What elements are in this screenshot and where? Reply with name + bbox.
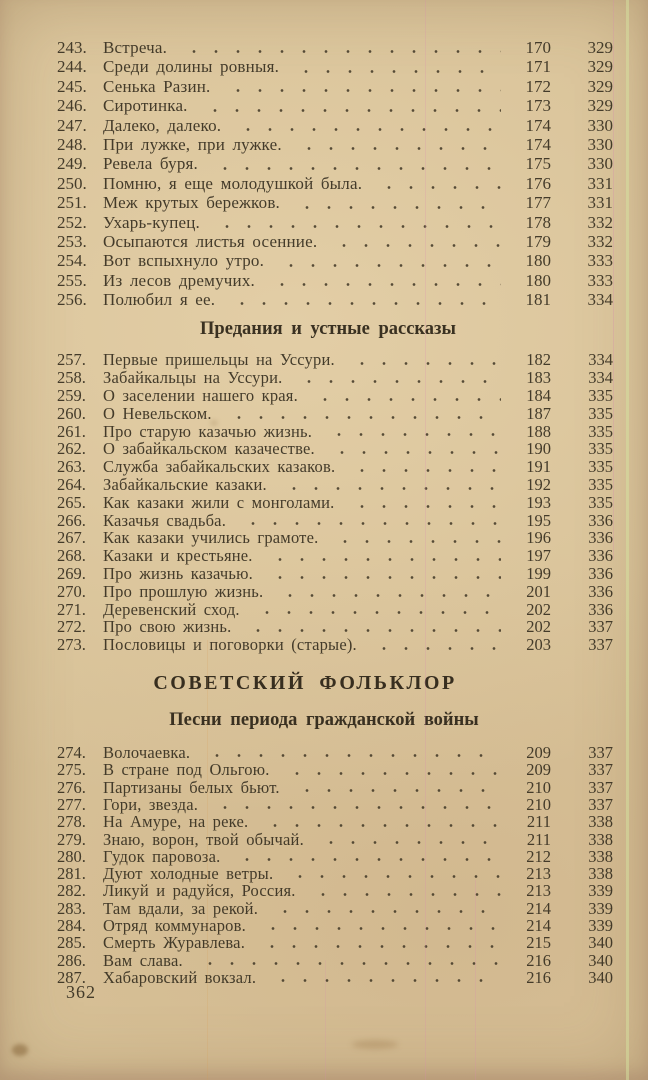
toc-entry-row — [57, 458, 613, 476]
toc-entry-row — [57, 440, 613, 458]
entry-text-page: 174 — [525, 115, 551, 135]
entry-notes-page: 330 — [587, 115, 613, 135]
entry-title: Служба забайкальских казаков. — [103, 457, 336, 477]
entry-notes-page: 334 — [588, 368, 613, 388]
entry-notes-page: 338 — [588, 829, 613, 849]
entry-number: 249. — [57, 154, 87, 174]
entry-title: Знаю, ворон, твой обычай. — [103, 829, 304, 849]
toc-rows — [57, 351, 613, 654]
entry-notes-page: 335 — [588, 421, 613, 441]
entry-text-page: 195 — [526, 510, 551, 530]
entry-number: 251. — [57, 193, 87, 213]
toc-entry-row — [57, 174, 613, 193]
entry-notes-page: 340 — [588, 933, 613, 953]
entry-number: 247. — [57, 115, 87, 135]
entry-title: Помню, я еще молодушкой была. — [103, 173, 363, 193]
entry-text-page: 188 — [526, 421, 551, 441]
entry-number: 275. — [57, 760, 86, 780]
dot-leader — [179, 49, 501, 54]
toc-entry-row — [57, 423, 613, 441]
dot-leader — [330, 539, 501, 544]
entry-notes-page: 334 — [588, 350, 613, 370]
entry-number: 274. — [57, 743, 86, 763]
dot-leader — [268, 978, 501, 983]
dot-leader — [195, 961, 501, 966]
entry-text-page: 192 — [526, 475, 551, 495]
entry-title: Гори, звезда. — [103, 794, 199, 814]
entry-number: 286. — [57, 950, 86, 970]
entry-number: 244. — [57, 57, 87, 77]
entry-title: Про старую казачью жизнь. — [103, 421, 313, 441]
entry-text-page: 214 — [526, 915, 551, 935]
entry-text-page: 180 — [525, 251, 551, 271]
entry-notes-page: 336 — [588, 546, 613, 566]
entry-title: Вот вспыхнуло утро. — [103, 251, 265, 271]
entry-text-page: 202 — [526, 617, 551, 637]
dot-leader — [252, 610, 501, 615]
dot-leader — [267, 282, 501, 287]
page-number: 362 — [66, 982, 96, 1002]
entry-number: 243. — [57, 38, 87, 57]
dot-leader — [279, 486, 501, 491]
dot-leader — [265, 557, 501, 562]
entry-title: О заселении нашего края. — [103, 386, 298, 406]
toc-section — [57, 38, 613, 309]
entry-title: Далеко, далеко. — [103, 115, 222, 135]
entry-text-page: 174 — [525, 134, 551, 154]
entry-text-page: 172 — [525, 76, 551, 96]
toc-entry-row — [57, 351, 613, 369]
entry-text-page: 202 — [526, 599, 551, 619]
toc-entry-row — [57, 529, 613, 547]
dot-leader — [327, 450, 501, 455]
toc-entry-row — [57, 900, 613, 917]
entry-text-page: 210 — [526, 794, 551, 814]
toc-entry-row — [57, 934, 613, 951]
toc-entry-row — [57, 744, 613, 761]
entry-title: Среди долины ровныя. — [103, 57, 280, 77]
toc-entry-row — [57, 969, 613, 986]
entry-text-page: 214 — [526, 898, 551, 918]
entry-title: Забайкальцы на Уссури. — [103, 368, 283, 388]
entry-title: Осыпаются листья осенние. — [103, 231, 318, 251]
dot-leader — [224, 415, 501, 420]
entry-title: Волочаевка. — [103, 743, 191, 763]
entry-title: Про свою жизнь. — [103, 617, 232, 637]
entry-text-page: 178 — [525, 212, 551, 232]
entry-notes-page: 335 — [588, 492, 613, 512]
entry-number: 255. — [57, 270, 87, 290]
entry-notes-page: 336 — [588, 510, 613, 530]
toc-entry-row — [57, 565, 613, 583]
toc-entry-row — [57, 882, 613, 899]
toc-entry-row — [57, 271, 613, 290]
entry-notes-page: 335 — [588, 403, 613, 423]
entry-number: 279. — [57, 829, 86, 849]
toc-entry-row — [57, 796, 613, 813]
entry-title: Забайкальские казаки. — [103, 475, 267, 495]
toc-rows — [57, 744, 613, 986]
entry-number: 269. — [57, 564, 86, 584]
entry-notes-page: 340 — [588, 967, 613, 987]
entry-title: Полюбил я ее. — [103, 290, 216, 310]
toc-entry-row — [57, 369, 613, 387]
entry-notes-page: 337 — [588, 777, 613, 797]
entry-notes-page: 329 — [587, 76, 613, 96]
entry-number: 287. — [57, 967, 86, 987]
entry-number: 277. — [57, 794, 86, 814]
entry-number: 281. — [57, 864, 86, 884]
entry-title: Пословицы и поговорки (старые). — [103, 635, 357, 655]
toc-entry-row — [57, 135, 613, 154]
entry-text-page: 211 — [526, 812, 551, 832]
toc-entry-row — [57, 636, 613, 654]
dot-leader — [308, 892, 501, 897]
entry-text-page: 179 — [525, 231, 551, 251]
entry-notes-page: 335 — [588, 475, 613, 495]
entry-title: Сиротинка. — [103, 96, 188, 116]
toc-entry-row — [57, 601, 613, 619]
dot-leader — [265, 575, 501, 580]
entry-number: 263. — [57, 457, 86, 477]
entry-notes-page: 340 — [588, 950, 613, 970]
dot-leader — [270, 909, 501, 914]
entry-title: Как казаки учились грамоте. — [103, 528, 319, 548]
entry-title: Про прошлую жизнь. — [103, 581, 264, 601]
entry-notes-page: 339 — [588, 898, 613, 918]
dot-leader — [260, 823, 501, 828]
entry-title: При лужке, при лужке. — [103, 134, 282, 154]
entry-notes-page: 335 — [588, 386, 613, 406]
entry-text-page: 193 — [526, 492, 551, 512]
toc-entry-row — [57, 77, 613, 96]
dot-leader — [212, 224, 501, 229]
entry-text-page: 212 — [526, 846, 551, 866]
entry-text-page: 213 — [526, 881, 551, 901]
entry-title: Про жизнь казачью. — [103, 564, 253, 584]
toc-entry-row — [57, 290, 613, 309]
entry-number: 271. — [57, 599, 86, 619]
entry-number: 246. — [57, 96, 87, 116]
entry-title: Гудок паровоза. — [103, 846, 221, 866]
entry-notes-page: 338 — [588, 812, 613, 832]
toc-entry-row — [57, 96, 613, 115]
entry-number: 267. — [57, 528, 86, 548]
entry-number: 259. — [57, 386, 86, 406]
entry-number: 248. — [57, 134, 87, 154]
dot-leader — [291, 69, 501, 74]
entry-text-page: 190 — [526, 439, 551, 459]
entry-notes-page: 338 — [588, 864, 613, 884]
entry-number: 256. — [57, 290, 87, 310]
entry-number: 260. — [57, 403, 86, 423]
toc-entry-row — [57, 917, 613, 934]
entry-number: 283. — [57, 898, 86, 918]
entry-text-page: 203 — [526, 635, 551, 655]
entry-notes-page: 329 — [587, 96, 613, 116]
dot-leader — [329, 243, 501, 248]
entry-title: О забайкальском казачестве. — [103, 439, 315, 459]
toc-entry-row — [57, 512, 613, 530]
dot-leader — [374, 185, 501, 190]
entry-notes-page: 339 — [588, 881, 613, 901]
entry-text-page: 213 — [526, 864, 551, 884]
entry-notes-page: 337 — [588, 794, 613, 814]
toc-entry-row — [57, 618, 613, 636]
toc-entry-row — [57, 387, 613, 405]
entry-text-page: 173 — [525, 96, 551, 116]
entry-title: Ликуй и радуйся, Россия. — [103, 881, 296, 901]
toc-entry-row — [57, 476, 613, 494]
entry-notes-page: 335 — [588, 457, 613, 477]
dot-leader — [232, 857, 501, 862]
entry-title: Хабаровский вокзал. — [103, 967, 257, 987]
toc-entry-row — [57, 547, 613, 565]
entry-number: 258. — [57, 368, 86, 388]
toc-section — [57, 317, 613, 654]
toc-entry-row — [57, 813, 613, 830]
entry-title: Деревенский сход. — [103, 599, 240, 619]
entry-title: Казачья свадьба. — [103, 510, 227, 530]
section-main-heading: СОВЕТСКИЙ ФОЛЬКЛОР — [153, 672, 457, 695]
entry-notes-page: 330 — [587, 154, 613, 174]
paper-stain — [352, 1040, 398, 1049]
entry-text-page: 175 — [525, 154, 551, 174]
entry-number: 270. — [57, 581, 86, 601]
entry-notes-page: 332 — [587, 231, 613, 251]
entry-number: 257. — [57, 350, 86, 370]
entry-number: 262. — [57, 439, 86, 459]
entry-text-page: 209 — [526, 760, 551, 780]
entry-notes-page: 337 — [588, 635, 613, 655]
entry-notes-page: 336 — [588, 599, 613, 619]
table-of-contents — [57, 38, 613, 986]
entry-notes-page: 334 — [587, 290, 613, 310]
toc-entry-row — [57, 865, 613, 882]
toc-entry-row — [57, 405, 613, 423]
entry-title: О Невельском. — [103, 403, 212, 423]
dot-leader — [202, 753, 501, 758]
entry-number: 261. — [57, 421, 86, 441]
dot-leader — [210, 166, 501, 171]
toc-entry-row — [57, 494, 613, 512]
entry-notes-page: 329 — [587, 57, 613, 77]
entry-text-page: 211 — [526, 829, 551, 849]
entry-text-page: 215 — [526, 933, 551, 953]
toc-entry-row — [57, 116, 613, 135]
paper-stain — [12, 1044, 28, 1056]
entry-notes-page: 339 — [588, 915, 613, 935]
entry-number: 252. — [57, 212, 87, 232]
entry-number: 264. — [57, 475, 86, 495]
toc-entry-row — [57, 38, 613, 57]
entry-title: Сенька Разин. — [103, 76, 211, 96]
entry-number: 268. — [57, 546, 86, 566]
toc-entry-row — [57, 831, 613, 848]
dot-leader — [347, 504, 502, 509]
entry-number: 276. — [57, 777, 86, 797]
entry-text-page: 201 — [526, 581, 551, 601]
dot-leader — [369, 646, 501, 651]
entry-number: 250. — [57, 173, 87, 193]
dot-leader — [324, 432, 501, 437]
entry-text-page: 177 — [525, 193, 551, 213]
entry-title: Дуют холодные ветры. — [103, 864, 274, 884]
entry-notes-page: 337 — [588, 743, 613, 763]
dot-leader — [238, 521, 501, 526]
toc-section — [57, 670, 613, 986]
entry-number: 245. — [57, 76, 87, 96]
entry-text-page: 170 — [525, 38, 551, 57]
dot-leader — [275, 593, 501, 598]
toc-entry-row — [57, 251, 613, 270]
dot-leader — [347, 361, 501, 366]
dot-leader — [310, 397, 501, 402]
entry-text-page: 182 — [526, 350, 551, 370]
entry-text-page: 187 — [526, 403, 551, 423]
entry-notes-page: 332 — [587, 212, 613, 232]
toc-entry-row — [57, 779, 613, 796]
entry-title: Там вдали, за рекой. — [103, 898, 259, 918]
dot-leader — [257, 944, 501, 949]
entry-number: 280. — [57, 846, 86, 866]
entry-number: 285. — [57, 933, 86, 953]
entry-notes-page: 336 — [588, 528, 613, 548]
entry-text-page: 210 — [526, 777, 551, 797]
entry-notes-page: 336 — [588, 564, 613, 584]
entry-notes-page: 337 — [588, 760, 613, 780]
entry-text-page: 180 — [525, 270, 551, 290]
dot-leader — [285, 874, 501, 879]
dot-leader — [223, 88, 501, 93]
entry-title: Смерть Журавлева. — [103, 933, 246, 953]
dot-leader — [243, 628, 501, 633]
toc-entry-row — [57, 154, 613, 173]
entry-text-page: 199 — [526, 564, 551, 584]
entry-notes-page: 338 — [588, 846, 613, 866]
entry-notes-page: 335 — [588, 439, 613, 459]
toc-entry-row — [57, 952, 613, 969]
scan-edge-line — [626, 0, 629, 1080]
entry-number: 273. — [57, 635, 86, 655]
toc-entry-row — [57, 848, 613, 865]
dot-leader — [233, 127, 501, 132]
entry-notes-page: 331 — [587, 193, 613, 213]
entry-text-page: 183 — [526, 368, 551, 388]
entry-text-page: 216 — [526, 967, 551, 987]
entry-text-page: 171 — [525, 57, 551, 77]
entry-notes-page: 337 — [588, 617, 613, 637]
entry-text-page: 176 — [525, 173, 551, 193]
entry-number: 282. — [57, 881, 86, 901]
entry-number: 265. — [57, 492, 86, 512]
entry-title: Вам слава. — [103, 950, 183, 970]
toc-entry-row — [57, 232, 613, 251]
entry-number: 253. — [57, 231, 87, 251]
entry-title: Встреча. — [103, 38, 168, 57]
dot-leader — [210, 805, 501, 810]
entry-notes-page: 336 — [588, 581, 613, 601]
entry-number: 254. — [57, 251, 87, 271]
entry-title: В стране под Ольгою. — [103, 760, 270, 780]
entry-title: Отряд коммунаров. — [103, 915, 246, 935]
entry-notes-page: 329 — [587, 38, 613, 57]
entry-number: 278. — [57, 812, 86, 832]
entry-title: На Амуре, на реке. — [103, 812, 249, 832]
entry-title: Казаки и крестьяне. — [103, 546, 253, 566]
dot-leader — [294, 146, 501, 151]
entry-title: Как казаки жили с монголами. — [103, 492, 335, 512]
entry-text-page: 184 — [526, 386, 551, 406]
dot-leader — [227, 301, 501, 306]
entry-number: 272. — [57, 617, 86, 637]
toc-entry-row — [57, 193, 613, 212]
dot-leader — [347, 468, 501, 473]
toc-rows — [57, 38, 613, 309]
entry-notes-page: 333 — [587, 251, 613, 271]
entry-text-page: 196 — [526, 528, 551, 548]
entry-title: Первые пришельцы на Уссури. — [103, 350, 335, 370]
entry-text-page: 216 — [526, 950, 551, 970]
entry-text-page: 197 — [526, 546, 551, 566]
entry-title: Из лесов дремучих. — [103, 270, 255, 290]
entry-text-page: 209 — [526, 743, 551, 763]
entry-title: Меж крутых бережков. — [103, 193, 281, 213]
dot-leader — [258, 926, 501, 931]
dot-leader — [292, 205, 501, 210]
entry-number: 266. — [57, 510, 86, 530]
section-subheading: Песни периода гражданской войны — [169, 710, 479, 731]
entry-notes-page: 331 — [587, 173, 613, 193]
entry-title: Партизаны белых бьют. — [103, 777, 280, 797]
scan-fold-line — [613, 0, 614, 560]
toc-entry-row — [57, 761, 613, 778]
entry-text-page: 191 — [526, 457, 551, 477]
dot-leader — [316, 840, 501, 845]
dot-leader — [292, 788, 501, 793]
entry-title: Ревела буря. — [103, 154, 198, 174]
dot-leader — [276, 263, 501, 268]
entry-number: 284. — [57, 915, 86, 935]
toc-entry-row — [57, 583, 613, 601]
toc-entry-row — [57, 213, 613, 232]
entry-text-page: 181 — [525, 290, 551, 310]
entry-notes-page: 330 — [587, 134, 613, 154]
entry-title: Ухарь-купец. — [103, 212, 200, 232]
dot-leader — [282, 771, 501, 776]
dot-leader — [294, 379, 501, 384]
section-heading: Предания и устные рассказы — [200, 319, 456, 340]
entry-notes-page: 333 — [587, 270, 613, 290]
toc-entry-row — [57, 57, 613, 76]
dot-leader — [200, 108, 501, 113]
